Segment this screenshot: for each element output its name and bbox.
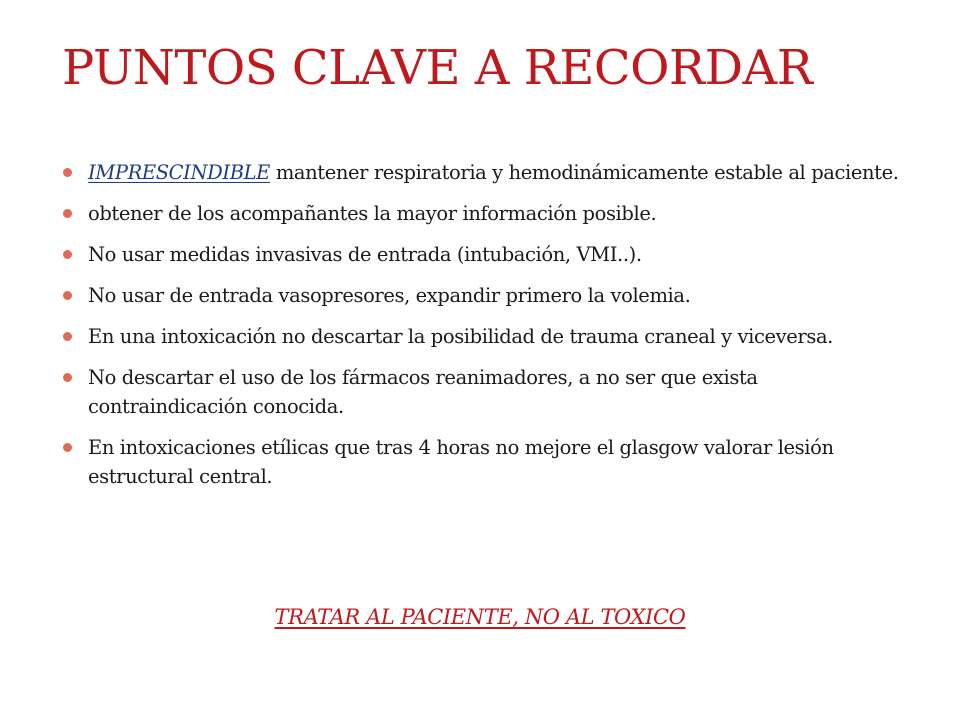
bullet-dot-icon — [63, 209, 72, 218]
bullet-dot-icon — [63, 332, 72, 341]
bullet-dot-icon — [63, 250, 72, 259]
bullet-text: No descartar el uso de los fármacos reanimadores, a no ser que exista contraindicación conocida. — [88, 366, 758, 418]
bullet-item-intoxicaciones-etilicas — [62, 433, 912, 491]
bullet-text: En intoxicaciones etílicas que tras 4 horas no mejore el glasgow valorar lesión estructural central. — [88, 436, 834, 488]
bullet-text: mantener respiratoria y hemodinámicamente estable al paciente. — [270, 161, 899, 184]
bullet-dot-icon — [63, 373, 72, 382]
bullet-item-acompanantes — [62, 199, 912, 228]
bullet-text: En una intoxicación no descartar la posibilidad de trauma craneal y viceversa. — [88, 325, 833, 348]
conclusion-text: TRATAR AL PACIENTE, NO AL TOXICO — [274, 605, 686, 629]
bullet-item-medidas-invasivas — [62, 240, 912, 269]
bullet-emphasis: IMPRESCINDIBLE — [88, 161, 271, 184]
bullet-dot-icon — [63, 168, 72, 177]
bullet-text: obtener de los acompañantes la mayor información posible. — [88, 202, 657, 225]
bullet-list — [62, 158, 912, 503]
bullet-text: No usar medidas invasivas de entrada (intubación, VMI..). — [88, 243, 642, 266]
bullet-item-trauma-craneal — [62, 322, 912, 351]
bullet-item-vasopresores — [62, 281, 912, 310]
bullet-dot-icon — [63, 443, 72, 452]
bullet-item-imprescindible — [62, 158, 912, 187]
bullet-text: No usar de entrada vasopresores, expandir primero la volemia. — [88, 284, 691, 307]
bullet-item-farmacos-reanimadores — [62, 363, 912, 421]
slide-title: PUNTOS CLAVE A RECORDAR — [62, 40, 813, 96]
bullet-dot-icon — [63, 291, 72, 300]
